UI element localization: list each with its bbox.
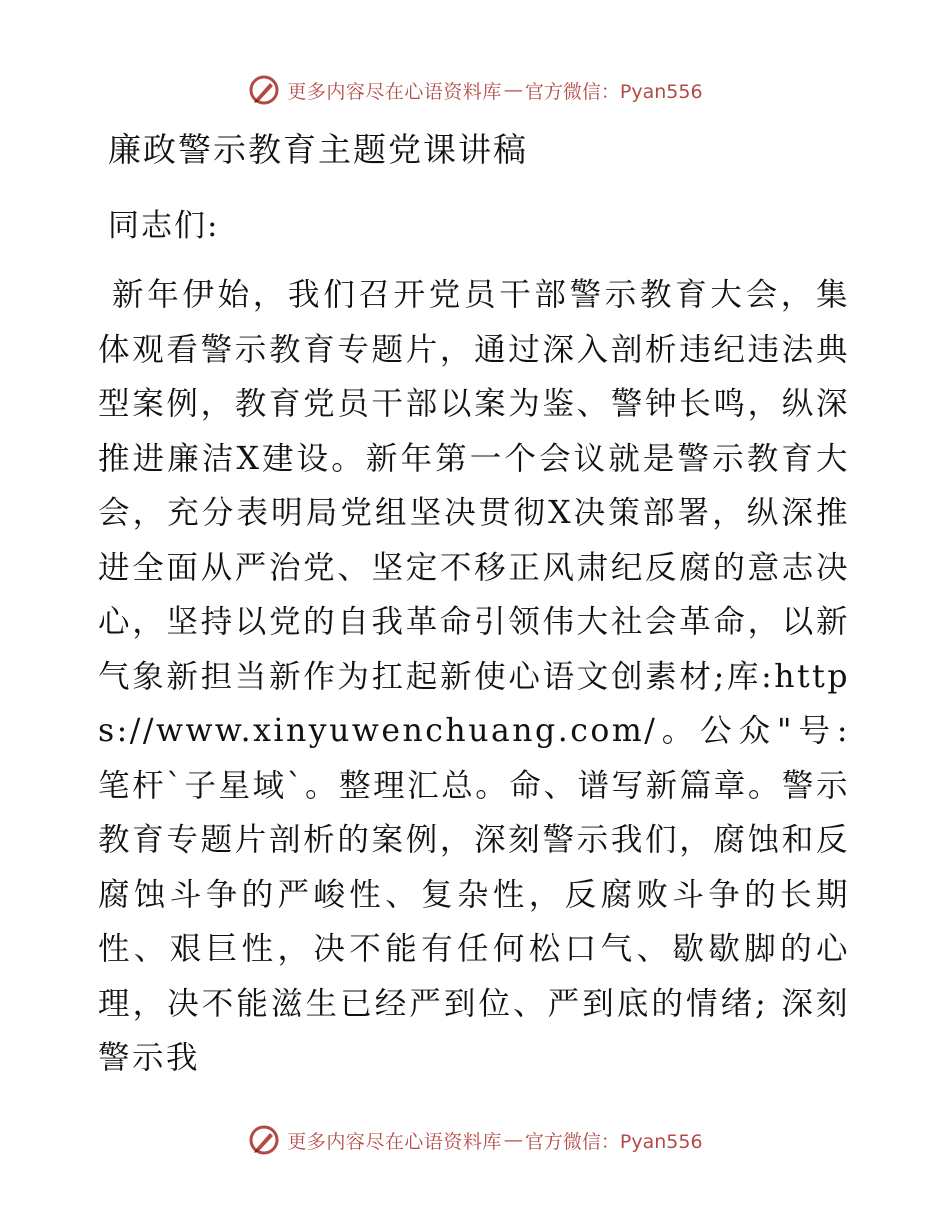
body-paragraph: 新年伊始，我们召开党员干部警示教育大会，集体观看警示教育专题片，通过深入剖析违纪违法典型案例，教育党员干部以案为鉴、警钟长鸣，纵深推进廉洁X建设。新年第一个会议就是警示教育大会，充分表明局党组坚决贯彻X决策部署，纵深推进全面从严治党、坚定不移正风肃纪反腐的意志决心，坚持以党的自我革命引领伟大社会革命，以新气象新担当新作为扛起新使心语文创素材;库:https://www.xinyuwenchuang.com/。公众"号: 笔杆`子星域`。整理汇总。命、谱写新篇章。警示教育专题片剖析的案例，深刻警示我们，腐蚀和反腐蚀斗争的严峻性、复杂性，反腐败斗争的长期性、艰巨性，决不能有任何松口气、歇歇脚的心理，决不能滋生已经严到位、严到底的情绪; 深刻警示我 [98,277,850,1076]
footer-watermark [0,1120,950,1160]
watermark-separator: — [503,79,523,101]
watermark-wechat: 官方微信：Pyan556 [524,80,703,103]
greeting: 同志们: [108,208,220,244]
watermark-separator: — [503,1129,523,1151]
watermark-wechat: 官方微信：Pyan556 [524,1130,703,1153]
watermark-text: 更多内容尽在心语资料库 [287,80,502,103]
pen-logo-icon [247,73,281,107]
watermark-text: 更多内容尽在心语资料库 [287,1130,502,1153]
document-title: 廉政警示教育主题党课讲稿 [108,130,528,169]
pen-logo-icon [247,1123,281,1157]
header-watermark [0,70,950,110]
